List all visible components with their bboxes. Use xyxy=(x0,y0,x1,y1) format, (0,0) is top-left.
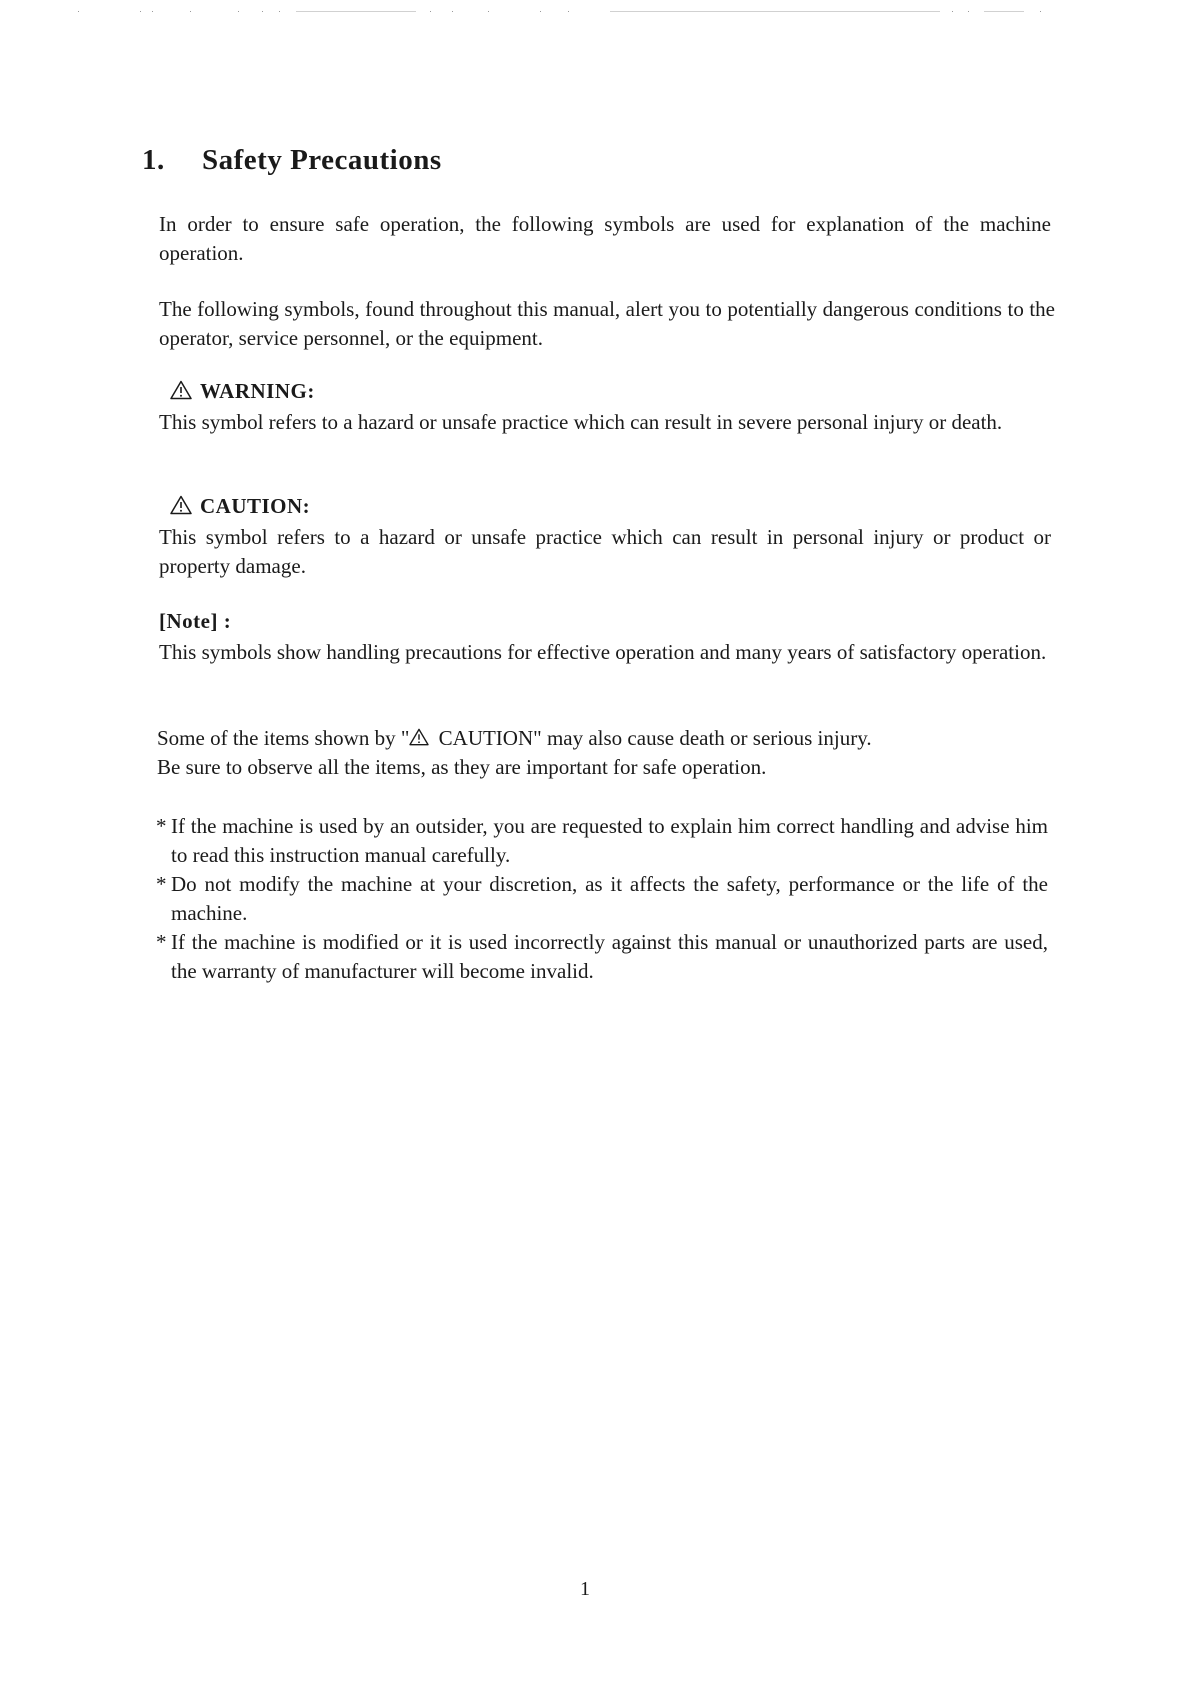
remark-line1-suffix: CAUTION" may also cause death or serious injury. xyxy=(433,726,872,750)
bullet-marker: * xyxy=(156,872,167,896)
precaution-list xyxy=(156,812,1048,986)
bullet-marker: * xyxy=(156,814,167,838)
section-number: 1. xyxy=(142,144,165,176)
warning-triangle-icon xyxy=(170,380,192,400)
list-item xyxy=(156,928,1048,986)
scan-artifact-dots xyxy=(0,10,1196,14)
warning-triangle-icon xyxy=(409,728,429,746)
remark-line2: Be sure to observe all the items, as they are important for safe operation. xyxy=(157,755,767,779)
note-description: This symbols show handling precautions for effective operation and many years of satisfactory operation. xyxy=(159,640,1047,664)
caution-remark xyxy=(157,724,1049,782)
caution-description: This symbol refers to a hazard or unsafe practice which can result in personal injury or product or property damage. xyxy=(159,525,1051,578)
caution-label-text: CAUTION: xyxy=(200,494,311,518)
symbols-intro-paragraph: The following symbols, found throughout this manual, alert you to potentially dangerous conditions to the operator, service personnel, or the equipment. xyxy=(159,297,1055,350)
list-item-text: If the machine is used by an outsider, you are requested to explain him correct handling and advise him to read this instruction manual carefully. xyxy=(171,814,1048,867)
caution-label xyxy=(170,494,310,519)
warning-triangle-icon xyxy=(170,495,192,515)
section-title: Safety Precautions xyxy=(202,144,442,176)
list-item xyxy=(156,812,1048,870)
page-number: 1 xyxy=(580,1578,590,1600)
remark-line1-prefix: Some of the items shown by " xyxy=(157,726,410,750)
list-item-text: If the machine is modified or it is used incorrectly against this manual or unauthorized parts are used, the warranty of manufacturer will become invalid. xyxy=(171,930,1048,983)
note-label: [Note] : xyxy=(159,609,232,633)
warning-label-text: WARNING: xyxy=(200,379,315,403)
list-item-text: Do not modify the machine at your discretion, as it affects the safety, performance or the life of the machine. xyxy=(171,872,1048,925)
intro-paragraph: In order to ensure safe operation, the following symbols are used for explanation of the machine operation. xyxy=(159,212,1051,265)
warning-label xyxy=(170,379,315,404)
list-item xyxy=(156,870,1048,928)
warning-description: This symbol refers to a hazard or unsafe practice which can result in severe personal injury or death. xyxy=(159,410,1003,434)
section-heading xyxy=(142,144,442,177)
bullet-marker: * xyxy=(156,930,167,954)
